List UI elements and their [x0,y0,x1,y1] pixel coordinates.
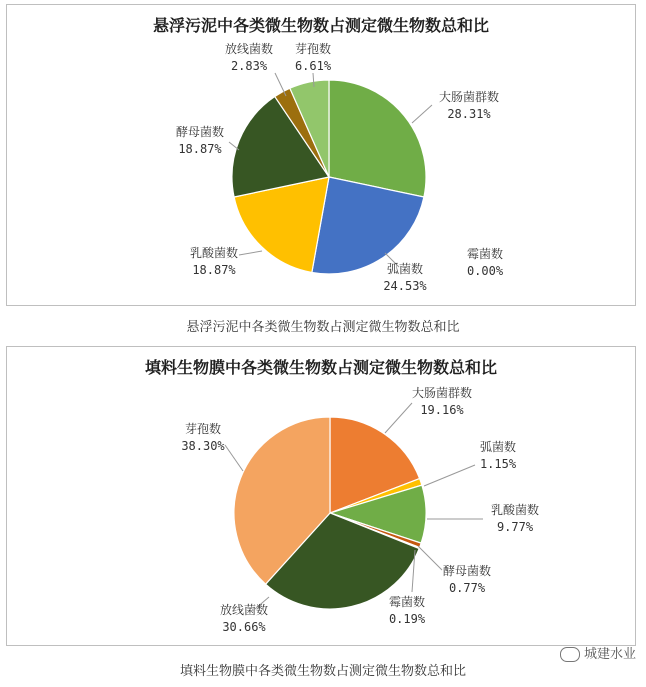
pie-chart-biofilm [7,347,635,645]
figure-caption: 悬浮污泥中各类微生物数占测定微生物数总和比 [186,320,460,335]
slice-label: 弧菌数 [386,262,424,276]
leader-line [418,546,442,570]
slice-label: 芽孢数 [184,422,222,436]
slice-percent: 0.77% [448,581,486,595]
slice-percent: 30.66% [222,620,266,634]
slice-label: 放线菌数 [224,42,274,56]
watermark [560,643,636,662]
leader-line [424,465,475,486]
slice-label: 乳酸菌数 [189,246,239,260]
slice-label: 弧菌数 [479,440,517,454]
pie-slice-1 [329,80,426,197]
slice-label: 酵母菌数 [175,125,225,139]
slice-label: 霉菌数 [388,595,426,609]
leader-line [412,105,432,123]
slice-percent: 0.19% [388,612,426,626]
slice-percent: 18.87% [192,263,236,277]
slice-percent: 18.87% [178,142,222,156]
slice-label: 大肠菌群数 [411,386,473,400]
chart-panel-biofilm [6,346,636,646]
slice-percent: 0.00% [466,264,504,278]
slice-percent: 28.31% [447,107,491,121]
leader-line [385,403,412,433]
wechat-icon [560,647,580,662]
slice-percent: 19.16% [420,403,464,417]
slice-label: 大肠菌群数 [438,90,500,104]
slice-label: 酵母菌数 [442,564,492,578]
pie-chart-suspended-sludge [7,5,635,305]
slice-label: 放线菌数 [219,603,269,617]
slice-percent: 1.15% [479,457,517,471]
chart-title: 悬浮污泥中各类微生物数占测定微生物数总和比 [152,16,489,35]
chart-panel-suspended-sludge [6,4,636,306]
slice-label: 乳酸菌数 [490,503,540,517]
slice-label: 霉菌数 [466,247,504,261]
slice-percent: 6.61% [294,59,332,73]
slice-percent: 24.53% [383,279,427,293]
slice-label: 芽孢数 [294,42,332,56]
chart-title: 填料生物膜中各类微生物数占测定微生物数总和比 [144,358,497,377]
figure-caption: 填料生物膜中各类微生物数占测定微生物数总和比 [179,664,466,679]
leader-line [225,445,243,471]
slice-percent: 9.77% [496,520,534,534]
slice-percent: 38.30% [181,439,225,453]
watermark-text: 城建水业 [583,647,636,662]
slice-percent: 2.83% [230,59,268,73]
leader-line [239,251,262,255]
